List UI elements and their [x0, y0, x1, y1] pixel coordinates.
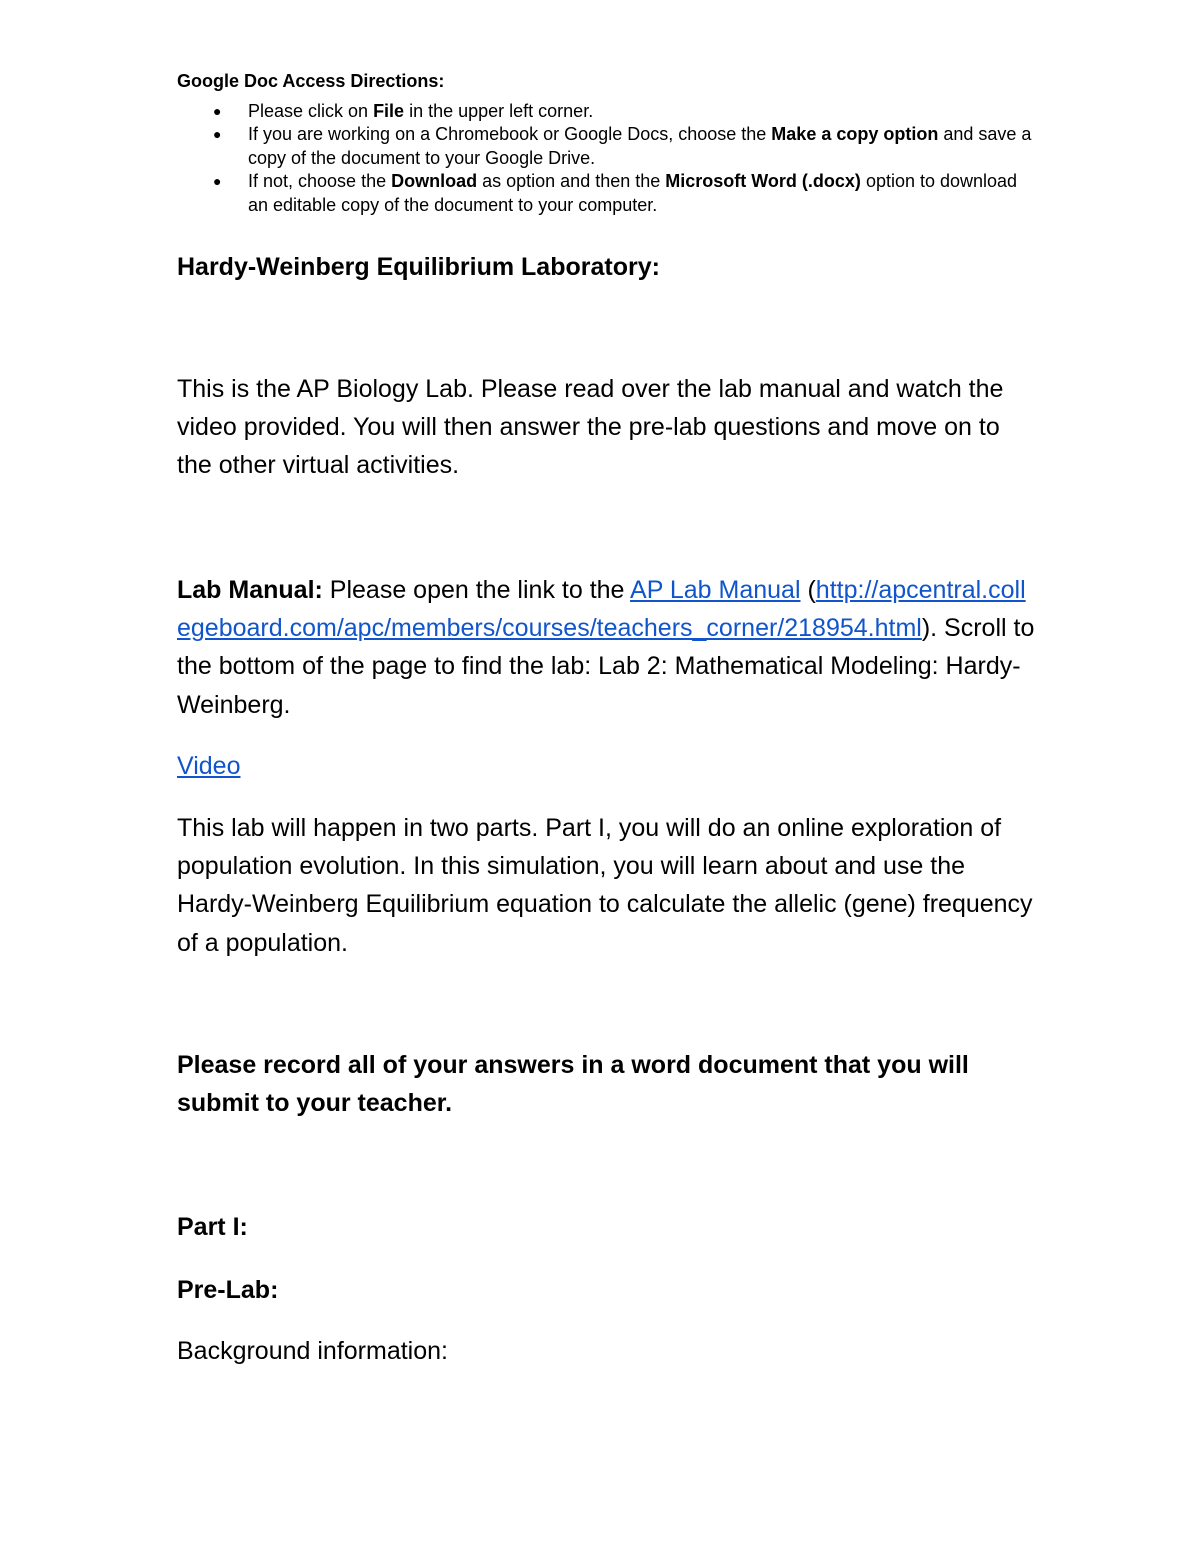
intro-paragraph: This is the AP Biology Lab. Please read over the lab manual and watch the video provided. You will then answer the pre-lab questions and move on to the other virtual activities.	[177, 375, 1004, 480]
text-run: in the upper left corner.	[404, 100, 594, 121]
text-run: and save a copy of the document to your Google Drive.	[248, 124, 1032, 168]
bold-run: Make a copy option	[771, 124, 939, 144]
lab-manual-paragraph	[177, 571, 1037, 724]
directions-list	[177, 100, 1037, 218]
video-paragraph	[177, 747, 1037, 785]
bullet-icon: ●	[213, 173, 222, 189]
text-run: If not, choose the	[248, 171, 392, 191]
directions-item-file	[177, 100, 1037, 124]
directions-item-make-copy	[177, 123, 1037, 170]
bold-run: Microsoft Word (.docx)	[665, 171, 861, 191]
prelab-heading: Pre-Lab:	[177, 1276, 279, 1304]
bullet-icon: ●	[213, 102, 222, 119]
video-link[interactable]: Video	[177, 752, 241, 780]
record-answers-note: Please record all of your answers in a word document that you will submit to your teacher.	[177, 1051, 969, 1118]
text-run: If you are working on a Chromebook or Google Docs, choose the	[248, 124, 772, 144]
ap-lab-manual-link[interactable]: AP Lab Manual	[630, 576, 801, 604]
lab-manual-url-link[interactable]: http://apcentral.collegeboard.com/apc/members/courses/teachers_corner/218954.html	[177, 576, 1026, 643]
lab-title: Hardy-Weinberg Equilibrium Laboratory:	[177, 253, 660, 281]
directions-item-download	[177, 170, 1037, 217]
text-run: option to download an editable copy of the document to your computer.	[248, 171, 1018, 215]
parts-paragraph: This lab will happen in two parts. Part I, you will do an online exploration of population evolution. In this simulation, you will learn about and use the Hardy-Weinberg Equilibrium equation to calculate the allelic (gene) frequency of a population.	[177, 814, 1033, 957]
access-directions	[177, 70, 1037, 217]
lab-manual-label: Lab Manual:	[177, 576, 323, 604]
bullet-icon: ●	[213, 126, 222, 142]
bold-run: File	[373, 100, 405, 121]
text-run: as option and then the	[477, 171, 666, 191]
text-run: (	[800, 576, 816, 604]
text-run: Please click on	[248, 100, 374, 121]
background-information-label: Background information:	[177, 1337, 448, 1365]
part-one-heading: Part I:	[177, 1213, 248, 1241]
text-run: Please open the link to the	[322, 576, 631, 604]
directions-title: Google Doc Access Directions:	[177, 71, 445, 91]
text-run: ). Scroll to the bottom of the page to find the lab: Lab 2: Mathematical Modeling: Hardy-Weinberg.	[177, 614, 1035, 719]
bold-run: Download	[391, 171, 478, 191]
